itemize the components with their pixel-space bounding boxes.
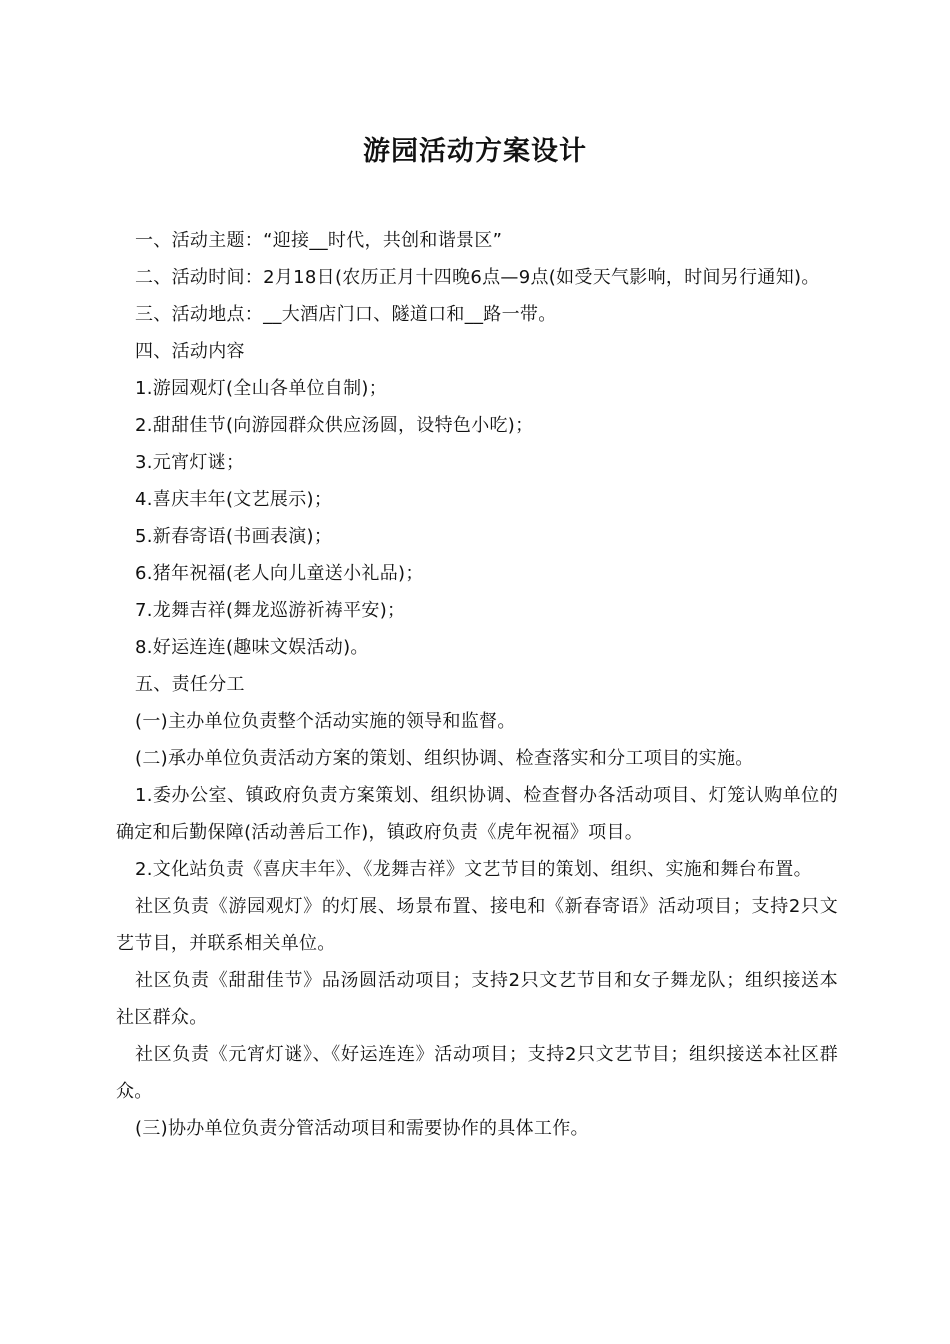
list-item: 6.猪年祝福(老人向儿童送小礼品)； [135,563,424,584]
list-item: 7.龙舞吉祥(舞龙巡游祈祷平安)； [135,600,406,621]
document-title: 游园活动方案设计 [363,136,587,167]
list-item: 3.元宵灯谜； [135,452,245,473]
list-item: 4.喜庆丰年(文艺展示)； [135,489,333,510]
paragraph-culture-station-duties: 2.文化站负责《喜庆丰年》、《龙舞吉祥》文艺节目的策划、组织、实施和舞台布置。 [135,859,812,880]
paragraph-community-duties: 社区负责《元宵灯谜》、《好运连连》活动项目；支持2只文艺节目；组织接送本社区群众。 [116,1044,838,1102]
paragraph-community-duties: 社区负责《游园观灯》的灯展、场景布置、接电和《新春寄语》活动项目；支持2只文艺节目，并联系相关单位。 [116,896,838,954]
section-heading-responsibilities: 五、责任分工 [135,674,245,695]
paragraph-activity-time: 二、活动时间：2月18日(农历正月十四晚6点—9点(如受天气影响，时间另行通知)。 [135,267,820,288]
paragraph-co-organizer-unit: (三)协办单位负责分管活动项目和需要协作的具体工作。 [135,1118,589,1139]
section-heading-content: 四、活动内容 [135,341,245,362]
list-item: 5.新春寄语(书画表演)； [135,526,333,547]
paragraph-activity-theme: 一、活动主题：“迎接__时代，共创和谐景区” [135,230,503,251]
document-body [116,222,838,1147]
paragraph-activity-location: 三、活动地点：__大酒店门口、隧道口和__路一带。 [135,304,557,325]
paragraph-office-duties: 1.委办公室、镇政府负责方案策划、组织协调、检查督办各活动项目、灯笼认购单位的确定和后勤保障(活动善后工作)，镇政府负责《虎年祝福》项目。 [116,785,838,843]
list-item: 2.甜甜佳节(向游园群众供应汤圆，设特色小吃)； [135,415,534,436]
paragraph-organizer-unit: (二)承办单位负责活动方案的策划、组织协调、检查落实和分工项目的实施。 [135,748,754,769]
list-item: 1.游园观灯(全山各单位自制)； [135,378,388,399]
list-item: 8.好运连连(趣味文娱活动)。 [135,637,369,658]
paragraph-host-unit: (一)主办单位负责整个活动实施的领导和监督。 [135,711,516,732]
paragraph-community-duties: 社区负责《甜甜佳节》品汤圆活动项目；支持2只文艺节目和女子舞龙队；组织接送本社区群众。 [116,970,838,1028]
